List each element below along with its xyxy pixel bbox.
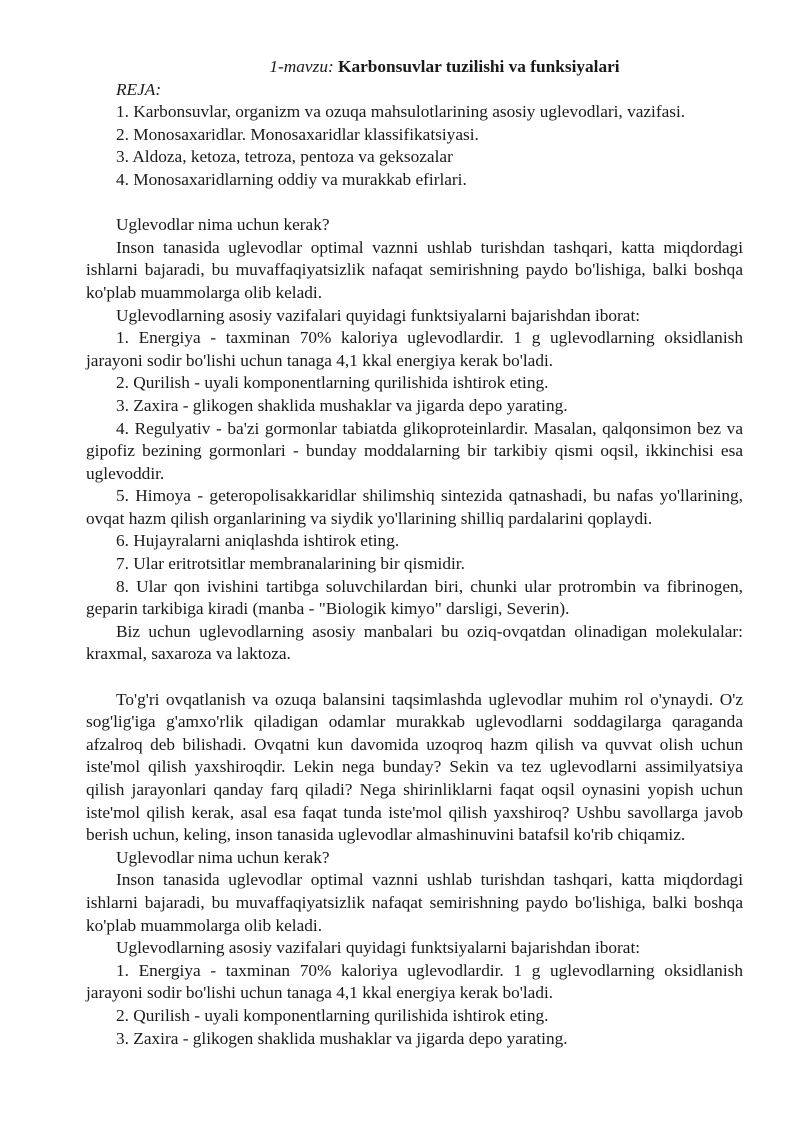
blank-line xyxy=(86,666,743,689)
paragraph: Uglevodlar nima uchun kerak? xyxy=(116,847,330,867)
paragraph: Uglevodlarning asosiy vazifalari quyidagi funktsiyalarni bajarishdan iborat: xyxy=(116,305,641,325)
paragraph: Uglevodlar nima uchun kerak? xyxy=(116,215,330,235)
plan-item: 4. Monosaxaridlarning oddiy va murakkab efirlari. xyxy=(116,169,467,189)
paragraph: Uglevodlarning asosiy vazifalari quyidagi funktsiyalarni bajarishdan iborat: xyxy=(116,938,641,958)
plan-item: 1. Karbonsuvlar, organizm va ozuqa mahsulotlarining asosiy uglevodlari, vazifasi. xyxy=(116,102,686,122)
paragraph: 2. Qurilish - uyali komponentlarning qurilishida ishtirok eting. xyxy=(116,1005,549,1025)
paragraph: 1. Energiya - taxminan 70% kaloriya uglevodlardir. 1 g uglevodlarning oksidlanish jarayoni sodir bo'lishi uchun tanaga 4,1 kkal energiya kerak bo'ladi. xyxy=(86,328,743,370)
paragraph: Inson tanasida uglevodlar optimal vaznni ushlab turishdan tashqari, katta miqdordagi ishlarni bajaradi, bu muvaffaqiyatsizlik nafaqat semirishning paydo bo'lishiga, balki boshqa ko'plab muammolarga olib keladi. xyxy=(86,870,743,935)
paragraph: 3. Zaxira - glikogen shaklida mushaklar va jigarda depo yarating. xyxy=(116,395,568,415)
paragraph: 4. Regulyativ - ba'zi gormonlar tabiatda glikoproteinlardir. Masalan, qalqonsimon bez va gipofiz bezining gormonlari - bunday moddalarning bir tarkibiy qismi oqsil, ikkinchisi esa uglevoddir. xyxy=(86,418,743,483)
paragraph: To'g'ri ovqatlanish va ozuqa balansini taqsimlashda uglevodlar muhim rol o'ynaydi. O'z sog'lig'iga g'amxo'rlik qiladigan odamlar murakkab uglevodlarni soddagilarga qaraganda afzalroq deb bilishadi. Ovqatni kun davomida uzoqroq hazm qilish va quvvat olish uchun iste'mol qilish yaxshiroqdir. Lekin nega bunday? Sekin va tez uglevodlarni assimilyatsiya qilish jarayonlari qanday farq qiladi? Nega shirinliklarni faqat oqsil oynasini yopish uchun iste'mol qilish kerak, asal esa faqat tunda iste'mol qilish yaxshiroq? Ushbu savollarga javob berish uchun, keling, inson tanasida uglevodlar almashinuvini batafsil ko'rib chiqamiz. xyxy=(86,689,743,845)
plan-label: REJA: xyxy=(116,79,162,99)
paragraph: 6. Hujayralarni aniqlashda ishtirok eting. xyxy=(116,531,400,551)
blank-line xyxy=(86,192,743,215)
document-title xyxy=(86,56,743,79)
plan-item: 2. Monosaxaridlar. Monosaxaridlar klassifikatsiyasi. xyxy=(116,124,479,144)
paragraph: 1. Energiya - taxminan 70% kaloriya uglevodlardir. 1 g uglevodlarning oksidlanish jarayoni sodir bo'lishi uchun tanaga 4,1 kkal energiya kerak bo'ladi. xyxy=(86,960,743,1003)
plan-item: 3. Aldoza, ketoza, tetroza, pentoza va geksozalar xyxy=(116,147,453,167)
paragraph: 8. Ular qon ivishini tartibga soluvchilardan biri, chunki ular protrombin va fibrinogen, geparin tarkibiga kiradi (manba - "Biologik kimyo" darsligi, Severin). xyxy=(86,576,743,619)
paragraph: Biz uchun uglevodlarning asosiy manbalari bu oziq-ovqatdan olinadigan molekulalar: kraxmal, saxaroza va laktoza. xyxy=(86,621,743,664)
paragraph: 5. Himoya - geteropolisakkaridlar shilimshiq sintezida qatnashadi, bu nafas yo'llarining, ovqat hazm qilish organlarining va siydik yo'llarining shilliq pardalarini qoplaydi. xyxy=(86,486,743,528)
paragraph: 7. Ular eritrotsitlar membranalarining bir qismidir. xyxy=(116,554,465,574)
title-main: Karbonsuvlar tuzilishi va funksiyalari xyxy=(338,57,620,76)
title-lead: 1-mavzu: xyxy=(269,57,334,76)
paragraph: Inson tanasida uglevodlar optimal vaznni ushlab turishdan tashqari, katta miqdordagi ishlarni bajaradi, bu muvaffaqiyatsizlik nafaqat semirishning paydo bo'lishiga, balki boshqa ko'plab muammolarga olib keladi. xyxy=(86,237,743,302)
paragraph: 2. Qurilish - uyali komponentlarning qurilishida ishtirok eting. xyxy=(116,373,549,393)
paragraph: 3. Zaxira - glikogen shaklida mushaklar va jigarda depo yarating. xyxy=(116,1028,568,1048)
